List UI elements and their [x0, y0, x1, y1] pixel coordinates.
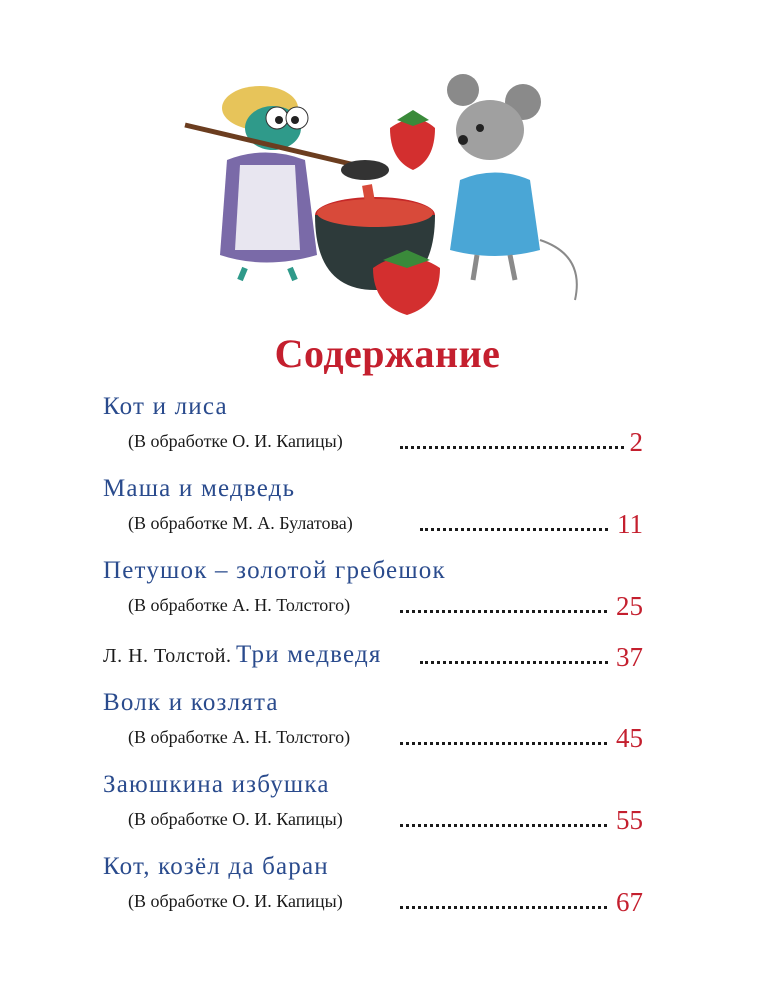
toc-entry-credit: (В обработке О. И. Капицы) — [128, 809, 347, 830]
toc-entry-page[interactable]: 67 — [610, 887, 643, 918]
dot-leader — [400, 446, 635, 449]
toc-entry-title[interactable]: Три медведя — [236, 641, 382, 668]
toc-entry-page[interactable]: 2 — [624, 427, 644, 458]
dot-leader — [400, 610, 625, 613]
dot-leader — [400, 824, 625, 827]
toc-entry-line — [0, 720, 775, 754]
toc-entry-line — [0, 884, 775, 918]
toc-entry-page[interactable]: 45 — [610, 723, 643, 754]
toc-entry-credit: (В обработке А. Н. Толстого) — [128, 595, 354, 616]
toc-entry-credit: (В обработке О. И. Капицы) — [128, 891, 347, 912]
toc-entry-line — [0, 506, 775, 540]
contents-heading: Содержание — [274, 331, 501, 376]
dot-leader — [420, 661, 625, 664]
toc-entry-title[interactable]: Волк и козлята — [103, 689, 279, 716]
dot-leader — [420, 528, 625, 531]
dot-leader — [400, 742, 625, 745]
toc-entry-credit: (В обработке А. Н. Толстого) — [128, 727, 354, 748]
toc-entry-line — [0, 637, 775, 673]
toc-entry-credit: (В обработке О. И. Капицы) — [128, 431, 347, 452]
toc-entry-author: Л. Н. Толстой. — [103, 645, 232, 667]
toc-entry-line — [0, 424, 775, 458]
toc-entry-title[interactable]: Петушок – золотой гребешок — [103, 557, 446, 584]
toc-entry-page[interactable]: 25 — [610, 591, 643, 622]
toc-entry-title[interactable]: Кот, козёл да баран — [103, 853, 329, 880]
toc-entry-line — [0, 802, 775, 836]
toc-entry-page[interactable]: 11 — [611, 509, 643, 540]
toc-entry-title[interactable]: Маша и медведь — [103, 475, 296, 502]
toc-entry-page[interactable]: 55 — [610, 805, 643, 836]
toc-entry-heading — [103, 641, 386, 669]
dot-leader — [400, 906, 625, 909]
toc-entry-line — [0, 588, 775, 622]
toc-entry-credit: (В обработке М. А. Булатова) — [128, 513, 357, 534]
toc-entry-page[interactable]: 37 — [610, 642, 643, 673]
toc-entry-title[interactable]: Кот и лиса — [103, 393, 228, 420]
toc-entry-title[interactable]: Заюшкина избушка — [103, 771, 330, 798]
frog-and-mouse-illustration — [145, 40, 610, 320]
